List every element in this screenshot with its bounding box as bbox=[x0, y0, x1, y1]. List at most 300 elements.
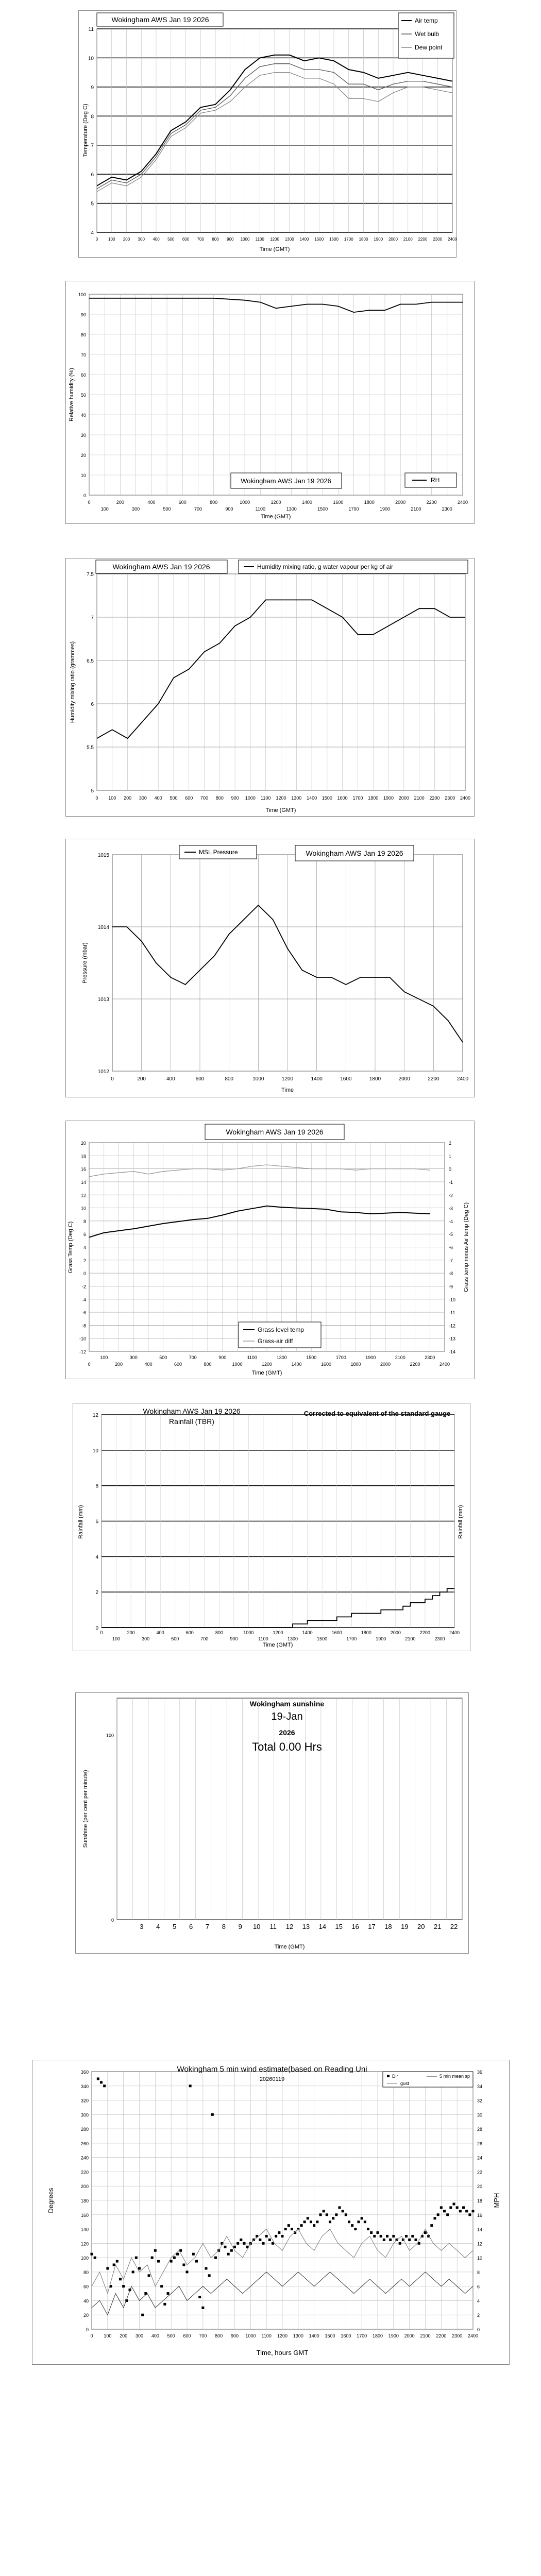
x-tick-label: 18 bbox=[384, 1923, 392, 1930]
x-tick-label: 1800 bbox=[372, 2333, 383, 2338]
wind-direction-point bbox=[370, 2231, 373, 2234]
temperature-chart-panel bbox=[78, 10, 457, 258]
x-tick-label: 7 bbox=[205, 1923, 210, 1930]
y-tick-label: 100 bbox=[80, 2256, 89, 2261]
x-tick-label: 2400 bbox=[460, 795, 471, 801]
wind-direction-point bbox=[97, 2077, 99, 2080]
y2-tick-label: 2 bbox=[449, 1141, 452, 1146]
x-tick-label: 1400 bbox=[299, 237, 309, 242]
wind-direction-point bbox=[113, 2264, 115, 2266]
y-tick-label: 4 bbox=[95, 1554, 98, 1561]
wind-direction-point bbox=[462, 2206, 465, 2209]
y-tick-label: 7 bbox=[91, 143, 94, 149]
x-tick-label: 500 bbox=[159, 1355, 167, 1360]
wind-direction-point bbox=[262, 2242, 265, 2245]
wind-direction-point bbox=[135, 2257, 138, 2259]
wind-direction-point bbox=[163, 2303, 166, 2306]
wind-direction-point bbox=[373, 2235, 376, 2238]
y-tick-label: 10 bbox=[80, 473, 86, 478]
chart-title: Wokingham AWS Jan 19 2026 bbox=[143, 1407, 241, 1415]
wind-direction-point bbox=[103, 2084, 106, 2087]
y2-tick-label: -12 bbox=[449, 1323, 456, 1329]
temperature-legend bbox=[398, 13, 454, 58]
chart-title: Wokingham AWS Jan 19 2026 bbox=[241, 477, 331, 485]
wind-direction-point bbox=[345, 2213, 347, 2216]
y-tick-label: 16 bbox=[80, 1166, 86, 1172]
x-tick-label: 2200 bbox=[418, 237, 428, 242]
y-tick-label: 6 bbox=[91, 172, 94, 178]
y-tick-label: 1014 bbox=[97, 925, 109, 930]
wind-direction-point bbox=[214, 2257, 217, 2259]
y-axis-label: Humidity mixing ratio (grammes) bbox=[70, 641, 76, 723]
x-tick-label: 1200 bbox=[270, 237, 279, 242]
mixing-ratio-x-ticks bbox=[95, 795, 470, 801]
x-tick-label: 600 bbox=[185, 1630, 194, 1635]
wind-direction-point bbox=[106, 2267, 109, 2269]
wind-direction-point bbox=[383, 2239, 385, 2241]
wind-direction-point bbox=[456, 2206, 459, 2209]
grass-temp-y2-ticks bbox=[449, 1141, 455, 1354]
wind-direction-point bbox=[94, 2257, 96, 2259]
wind-direction-point bbox=[151, 2257, 154, 2259]
wind-direction-point bbox=[453, 2202, 455, 2205]
x-tick-label: 100 bbox=[100, 506, 109, 512]
x-tick-label: 1600 bbox=[337, 795, 348, 801]
x-axis-label: Time (GMT) bbox=[259, 246, 290, 252]
x-tick-label: 2300 bbox=[452, 2333, 463, 2338]
x-tick-label: 1500 bbox=[325, 2333, 335, 2338]
x-tick-label: 1800 bbox=[369, 1076, 381, 1082]
wind-direction-point bbox=[275, 2235, 277, 2238]
x-tick-label: 0 bbox=[111, 1076, 114, 1082]
y-tick-label: 60 bbox=[80, 372, 86, 378]
x-tick-label: 2300 bbox=[434, 1636, 445, 1641]
wind-direction-point bbox=[364, 2221, 366, 2223]
y-tick-label: 70 bbox=[80, 352, 86, 358]
y2-tick-label: 24 bbox=[477, 2155, 483, 2161]
x-tick-label: 20 bbox=[417, 1923, 425, 1930]
legend-label-grass-air-diff: Grass-air diff bbox=[258, 1337, 293, 1345]
wind-direction-point bbox=[424, 2231, 427, 2234]
chart-subtitle: Rainfall (TBR) bbox=[169, 1417, 214, 1426]
chart-year: 2026 bbox=[279, 1728, 295, 1737]
legend-label-mean-speed: 5 min mean sp bbox=[439, 2074, 470, 2079]
y-tick-label: -8 bbox=[81, 1323, 86, 1329]
x-tick-label: 1600 bbox=[320, 1362, 332, 1367]
x-tick-label: 2400 bbox=[467, 2333, 479, 2338]
grass-temp-x-ticks bbox=[88, 1355, 450, 1367]
x-tick-label: 1100 bbox=[247, 1355, 257, 1360]
x-tick-label: 100 bbox=[108, 237, 115, 242]
x-tick-label: 1200 bbox=[277, 2333, 288, 2338]
x-tick-label: 1300 bbox=[284, 237, 294, 242]
wind-direction-point bbox=[119, 2278, 122, 2280]
y-tick-label: 220 bbox=[80, 2170, 89, 2175]
y2-tick-label: 12 bbox=[477, 2241, 483, 2247]
x-tick-label: 6 bbox=[189, 1923, 193, 1930]
x-tick-label: 800 bbox=[212, 237, 219, 242]
rainfall-y-ticks bbox=[93, 1413, 99, 1631]
x-tick-label: 200 bbox=[137, 1076, 146, 1082]
y2-tick-label: 0 bbox=[477, 2327, 480, 2332]
x-tick-label: 14 bbox=[318, 1923, 327, 1930]
wind-direction-point bbox=[208, 2274, 211, 2277]
y2-axis-label: Rainfall (mm) bbox=[458, 1505, 464, 1539]
y2-tick-label: 0 bbox=[449, 1166, 452, 1172]
y-tick-label: -6 bbox=[81, 1310, 86, 1316]
y2-tick-label: 1 bbox=[449, 1154, 452, 1159]
x-tick-label: 900 bbox=[231, 795, 239, 801]
x-tick-label: 1800 bbox=[368, 795, 379, 801]
chart-title: Wokingham AWS Jan 19 2026 bbox=[306, 849, 403, 857]
y-tick-label: 14 bbox=[80, 1179, 86, 1185]
wind-direction-point bbox=[437, 2213, 439, 2216]
y2-tick-label: -2 bbox=[449, 1193, 453, 1198]
x-tick-label: 2000 bbox=[388, 237, 398, 242]
y-tick-label: 0 bbox=[83, 493, 86, 498]
y-tick-label: 0 bbox=[95, 1625, 98, 1631]
x-tick-label: 2300 bbox=[425, 1355, 435, 1360]
wind-y-ticks bbox=[81, 2070, 89, 2332]
wind-direction-point bbox=[227, 2253, 230, 2256]
wind-direction-point bbox=[342, 2210, 344, 2212]
y-tick-label: 8 bbox=[83, 1218, 86, 1224]
x-tick-label: 1900 bbox=[365, 1355, 376, 1360]
x-tick-label: 200 bbox=[120, 2333, 128, 2338]
wind-direction-point bbox=[141, 2314, 144, 2316]
sunshine-chart-panel bbox=[75, 1692, 469, 1954]
wind-direction-point bbox=[326, 2213, 328, 2216]
x-tick-label: 300 bbox=[139, 795, 147, 801]
wind-direction-point bbox=[173, 2257, 176, 2259]
x-tick-label: 1300 bbox=[288, 1636, 298, 1641]
y2-tick-label: 2 bbox=[477, 2313, 480, 2318]
wind-direction-point bbox=[465, 2210, 468, 2212]
chart-note: Corrected to equivalent of the standard gauge bbox=[303, 1410, 451, 1417]
x-tick-label: 2100 bbox=[405, 1636, 416, 1641]
y-axis-label: Degrees bbox=[47, 2188, 55, 2213]
x-tick-label: 700 bbox=[200, 1636, 209, 1641]
x-tick-label: 1400 bbox=[302, 1630, 313, 1635]
temperature-x-ticks bbox=[96, 237, 458, 242]
wind-direction-point bbox=[189, 2084, 192, 2087]
wind-direction-point bbox=[459, 2210, 462, 2212]
wind-direction-point bbox=[389, 2239, 392, 2241]
y-tick-label: 5 bbox=[91, 788, 94, 794]
sunshine-y-ticks bbox=[106, 1733, 114, 1923]
x-tick-label: 2100 bbox=[403, 237, 413, 242]
x-tick-label: 10 bbox=[252, 1923, 261, 1930]
x-tick-label: 600 bbox=[185, 795, 193, 801]
y-tick-label: 0 bbox=[111, 1918, 114, 1923]
x-tick-label: 2100 bbox=[411, 506, 421, 512]
wind-direction-point bbox=[339, 2206, 341, 2209]
chart-title: Wokingham 5 min wind estimate(based on Reading Uni bbox=[177, 2065, 367, 2074]
x-axis-label: Time (GMT) bbox=[262, 1642, 293, 1648]
wind-direction-point bbox=[167, 2292, 170, 2295]
wind-direction-point bbox=[192, 2253, 195, 2256]
wind-direction-point bbox=[386, 2235, 388, 2238]
x-tick-label: 21 bbox=[433, 1923, 442, 1930]
wind-direction-point bbox=[240, 2239, 242, 2241]
x-tick-label: 1000 bbox=[245, 2333, 256, 2338]
x-tick-label: 19 bbox=[401, 1923, 409, 1930]
x-tick-label: 1600 bbox=[333, 500, 344, 505]
x-tick-label: 1800 bbox=[361, 1630, 371, 1635]
x-tick-label: 300 bbox=[129, 1355, 138, 1360]
wind-direction-point bbox=[284, 2228, 287, 2230]
x-tick-label: 0 bbox=[95, 795, 98, 801]
x-tick-label: 200 bbox=[123, 237, 130, 242]
x-tick-label: 1500 bbox=[317, 506, 328, 512]
pressure-chart bbox=[66, 839, 474, 1097]
x-tick-label: 700 bbox=[200, 795, 209, 801]
rainfall-chart-panel bbox=[73, 1403, 470, 1651]
y-axis-label: Sunshine (per cent per minute) bbox=[82, 1770, 89, 1848]
legend-label-grass-level-temp: Grass level temp bbox=[258, 1326, 305, 1333]
wind-direction-point bbox=[446, 2213, 449, 2216]
x-tick-label: 2300 bbox=[442, 506, 452, 512]
x-tick-label: 2400 bbox=[457, 1076, 469, 1082]
y2-tick-label: -10 bbox=[449, 1297, 456, 1302]
x-tick-label: 900 bbox=[227, 237, 234, 242]
x-tick-label: 1700 bbox=[348, 506, 359, 512]
y2-tick-label: 14 bbox=[477, 2227, 483, 2232]
x-tick-label: 1000 bbox=[243, 1630, 254, 1635]
wind-direction-point bbox=[303, 2221, 306, 2223]
wind-direction-point bbox=[358, 2221, 360, 2223]
y2-tick-label: 28 bbox=[477, 2127, 483, 2132]
y-tick-label: 20 bbox=[80, 453, 86, 458]
x-tick-label: 900 bbox=[218, 1355, 227, 1360]
x-tick-label: 1600 bbox=[329, 237, 339, 242]
y2-tick-label: 36 bbox=[477, 2070, 483, 2075]
y-tick-label: -12 bbox=[79, 1349, 86, 1354]
y-tick-label: 120 bbox=[80, 2241, 89, 2247]
x-tick-label: 200 bbox=[116, 500, 124, 505]
pressure-x-ticks bbox=[111, 1076, 468, 1082]
legend-label-rh: RH bbox=[431, 477, 440, 484]
x-tick-label: 22 bbox=[450, 1923, 458, 1930]
wind-direction-point bbox=[367, 2228, 369, 2230]
x-tick-label: 2400 bbox=[448, 237, 457, 242]
wind-direction-point bbox=[211, 2113, 214, 2116]
wind-chart bbox=[32, 2060, 509, 2364]
y-tick-label: 8 bbox=[95, 1483, 98, 1489]
x-tick-label: 500 bbox=[167, 2333, 175, 2338]
y-tick-label: 12 bbox=[92, 1413, 98, 1418]
wind-direction-point bbox=[351, 2224, 353, 2227]
y-axis-label: Temperature (Deg C) bbox=[82, 104, 89, 157]
wind-direction-point bbox=[259, 2239, 261, 2241]
x-tick-label: 1300 bbox=[286, 506, 297, 512]
x-axis-label: Time (GMT) bbox=[260, 514, 291, 520]
x-tick-label: 500 bbox=[171, 1636, 179, 1641]
x-tick-label: 1300 bbox=[276, 1355, 287, 1360]
y2-tick-label: 4 bbox=[477, 2298, 480, 2304]
wind-direction-point bbox=[230, 2249, 233, 2252]
x-tick-label: 800 bbox=[204, 1362, 212, 1367]
wind-direction-point bbox=[300, 2224, 303, 2227]
y2-tick-label: 10 bbox=[477, 2256, 483, 2261]
x-tick-label: 1000 bbox=[252, 1076, 264, 1082]
x-tick-label: 0 bbox=[88, 500, 91, 505]
x-tick-label: 4 bbox=[156, 1923, 160, 1930]
y-tick-label: 5 bbox=[91, 201, 94, 207]
x-tick-label: 1100 bbox=[255, 237, 264, 242]
x-tick-label: 900 bbox=[230, 2333, 239, 2338]
x-tick-label: 1000 bbox=[232, 1362, 243, 1367]
x-tick-label: 600 bbox=[183, 2333, 191, 2338]
x-tick-label: 1100 bbox=[261, 795, 271, 801]
y2-tick-label: -8 bbox=[449, 1271, 453, 1277]
y-tick-label: 100 bbox=[106, 1733, 114, 1738]
wind-direction-point bbox=[377, 2231, 379, 2234]
x-tick-label: 1900 bbox=[376, 1636, 386, 1641]
x-tick-label: 1100 bbox=[258, 1636, 268, 1641]
wind-direction-point bbox=[443, 2210, 446, 2212]
chart-title: Wokingham AWS Jan 19 2026 bbox=[111, 15, 209, 24]
wind-direction-point bbox=[198, 2296, 201, 2298]
y-tick-label: 12 bbox=[80, 1193, 86, 1198]
x-tick-label: 1600 bbox=[331, 1630, 342, 1635]
x-tick-label: 200 bbox=[127, 1630, 135, 1635]
wind-direction-point bbox=[265, 2235, 268, 2238]
x-tick-label: 2000 bbox=[398, 1076, 410, 1082]
x-tick-label: 600 bbox=[178, 500, 187, 505]
legend-label-wet-bulb: Wet bulb bbox=[415, 30, 439, 38]
grass-temp-chart-panel bbox=[65, 1121, 475, 1379]
x-tick-label: 500 bbox=[170, 795, 178, 801]
pressure-y-ticks bbox=[98, 853, 110, 1075]
x-tick-label: 1000 bbox=[240, 237, 250, 242]
x-tick-label: 1000 bbox=[245, 795, 256, 801]
wind-direction-point bbox=[405, 2235, 408, 2238]
sunshine-total: Total 0.00 Hrs bbox=[252, 1740, 322, 1753]
y-tick-label: 10 bbox=[80, 1206, 86, 1211]
x-tick-label: 500 bbox=[167, 237, 175, 242]
temperature-chart bbox=[79, 11, 456, 257]
x-tick-label: 2200 bbox=[419, 1630, 430, 1635]
y2-tick-label: -9 bbox=[449, 1284, 453, 1290]
x-tick-label: 1400 bbox=[309, 2333, 319, 2338]
y-tick-label: 80 bbox=[83, 2269, 89, 2275]
x-tick-label: 100 bbox=[108, 795, 116, 801]
wind-direction-point bbox=[91, 2253, 93, 2256]
x-tick-label: 0 bbox=[90, 2333, 93, 2338]
x-tick-label: 300 bbox=[138, 237, 145, 242]
humidity-chart-panel bbox=[65, 281, 475, 524]
x-tick-label: 1500 bbox=[317, 1636, 328, 1641]
y2-tick-label: 34 bbox=[477, 2083, 483, 2089]
y-tick-label: 18 bbox=[80, 1154, 86, 1159]
x-tick-label: 300 bbox=[132, 506, 140, 512]
y-tick-label: 260 bbox=[80, 2141, 89, 2146]
y-tick-label: 4 bbox=[91, 230, 94, 236]
y-tick-label: 50 bbox=[80, 393, 86, 398]
y2-tick-label: -13 bbox=[449, 1336, 456, 1342]
wind-direction-point bbox=[182, 2264, 185, 2266]
humidity-chart bbox=[66, 281, 474, 523]
x-axis-label: Time (GMT) bbox=[251, 1370, 282, 1376]
y-tick-label: 1012 bbox=[97, 1069, 109, 1075]
x-tick-label: 2000 bbox=[380, 1362, 391, 1367]
x-tick-label: 800 bbox=[215, 2333, 223, 2338]
legend-label-air-temp: Air temp bbox=[415, 17, 438, 24]
y-tick-label: 6 bbox=[91, 702, 94, 707]
legend-label-dew-point: Dew point bbox=[415, 44, 443, 51]
x-tick-label: 1500 bbox=[322, 795, 332, 801]
x-tick-label: 100 bbox=[100, 1355, 108, 1360]
x-tick-label: 12 bbox=[285, 1923, 294, 1930]
wind-direction-point bbox=[348, 2221, 350, 2223]
wind-direction-point bbox=[392, 2235, 395, 2238]
wind-direction-point bbox=[148, 2274, 150, 2277]
y2-tick-label: -1 bbox=[449, 1179, 453, 1185]
y-tick-label: 6.5 bbox=[87, 658, 94, 664]
wind-direction-point bbox=[319, 2213, 322, 2216]
y-tick-label: -2 bbox=[81, 1284, 86, 1290]
x-tick-label: 700 bbox=[199, 2333, 207, 2338]
wind-direction-point bbox=[122, 2285, 125, 2287]
y-tick-label: 7 bbox=[91, 615, 94, 621]
y-tick-label: 280 bbox=[80, 2127, 89, 2132]
y2-tick-label: 30 bbox=[477, 2112, 483, 2118]
mixing-ratio-y-ticks bbox=[87, 572, 94, 794]
y-tick-label: 20 bbox=[83, 2313, 89, 2318]
y-tick-label: 20 bbox=[80, 1141, 86, 1146]
wind-direction-point bbox=[307, 2217, 309, 2219]
x-tick-label: 600 bbox=[182, 237, 190, 242]
x-tick-label: 1600 bbox=[340, 1076, 352, 1082]
x-tick-label: 600 bbox=[195, 1076, 205, 1082]
x-tick-label: 1900 bbox=[383, 795, 394, 801]
wind-direction-point bbox=[468, 2213, 471, 2216]
x-tick-label: 1700 bbox=[344, 237, 353, 242]
x-tick-label: 1500 bbox=[314, 237, 324, 242]
wind-direction-point bbox=[291, 2228, 293, 2230]
wind-direction-point bbox=[278, 2231, 280, 2234]
wind-direction-point bbox=[132, 2270, 134, 2273]
y-tick-label: 1013 bbox=[97, 997, 109, 1003]
y-tick-label: 2 bbox=[95, 1590, 98, 1596]
x-tick-label: 700 bbox=[194, 506, 202, 512]
chart-title: Wokingham AWS Jan 19 2026 bbox=[226, 1128, 324, 1136]
x-tick-label: 1300 bbox=[293, 2333, 303, 2338]
y-tick-label: 7.5 bbox=[87, 572, 94, 578]
wind-direction-point bbox=[195, 2260, 198, 2263]
x-tick-label: 2200 bbox=[436, 2333, 447, 2338]
x-tick-label: 800 bbox=[215, 795, 224, 801]
y2-tick-label: -3 bbox=[449, 1206, 453, 1211]
wind-direction-point bbox=[316, 2221, 318, 2223]
wind-direction-point bbox=[160, 2285, 163, 2287]
y-axis-label: Grass Temp (Deg C) bbox=[67, 1221, 74, 1274]
x-tick-label: 1200 bbox=[270, 500, 281, 505]
x-tick-label: 15 bbox=[335, 1923, 343, 1930]
wind-direction-point bbox=[205, 2267, 208, 2269]
x-tick-label: 300 bbox=[135, 2333, 144, 2338]
wind-direction-point bbox=[157, 2260, 160, 2263]
x-tick-label: 800 bbox=[210, 500, 218, 505]
wind-direction-point bbox=[411, 2235, 414, 2238]
x-tick-label: 700 bbox=[197, 237, 204, 242]
y-tick-label: 240 bbox=[80, 2155, 89, 2161]
x-tick-label: 800 bbox=[215, 1630, 223, 1635]
y-tick-label: 90 bbox=[80, 312, 86, 317]
x-tick-label: 2000 bbox=[395, 500, 406, 505]
wind-direction-point bbox=[201, 2307, 204, 2309]
